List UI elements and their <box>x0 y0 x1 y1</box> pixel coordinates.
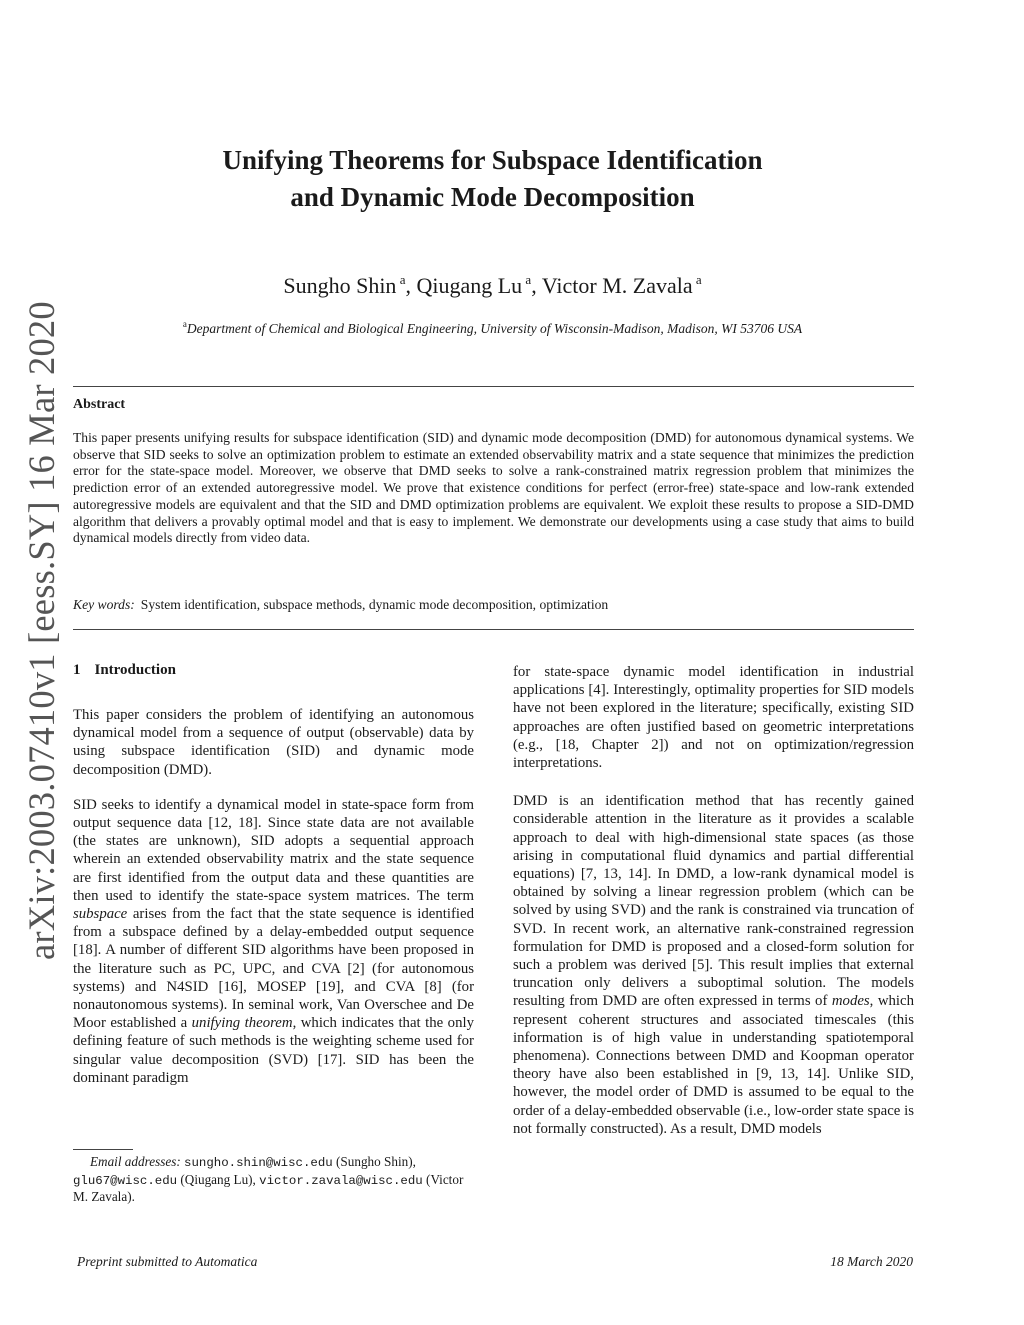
affiliation-mark: a <box>182 319 187 329</box>
author-list: Sungho Shin $^a$, Qiugang Lu $^a$, Victor M. Zavala $^a$ <box>283 272 702 298</box>
keywords-text: System identification, subspace methods, dynamic mode decomposition, optimization <box>140 597 609 612</box>
paper-title <box>0 142 985 216</box>
author-name: Sungho Shin <box>283 273 397 298</box>
right-paragraph-2: DMD is an identification method that has recently gained considerable attention in the literature as it provides a scalable approach to deal with high-dimensional state spaces (as those arising in computational fluid dynamics and partial differential equations) [7, 13, 14]. In DMD, a low-rank dynamical model is obtained by solving a linear regression problem (which can be solved by using SVD) and the rank is constrained via truncation of SVD. In recent work, an alternative rank-constrained regression formulation for DMD is proposed and a closed-form solution for such a problem was derived [5]. This result implies that external truncation only delivers a suboptimal solution. The models resulting from DMD are often expressed in terms of modes, which represent coherent structures and associated timescales (this information is of high value in understanding spatiotemporal phenomena). Connections between DMD and Koopman operator theory have also been established in [9, 13, 14]. Unlike SID, however, the model order of DMD is assumed to be equal to the order of a delay-embedded observable (i.e., low-order state space is not formally constructed). As a result, DMD models <box>513 793 915 1137</box>
right-column <box>513 663 914 1138</box>
footer-submission-note: Preprint submitted to Automatica <box>77 1254 258 1269</box>
abstract-text: This paper presents unifying results for subspace identification (SID) and dynamic mode decomposition (DMD) for autonomous dynamical systems. We observe that SID seeks to solve an optimization problem to estimate an extended observability matrix and a state sequence that minimizes the prediction error for the state-space model. Moreover, we observe that DMD seeks to solve a rank-constrained matrix regression problem that minimizes the prediction error of an extended autoregressive model. We prove that existence conditions for perfect (error-free) state-space and low-rank extended autoregressive models are equivalent and that the SID and DMD optimization problems are equivalent. We exploit these results to propose a SID-DMD algorithm that delivers a provably optimal model and that is easy to implement. We demonstrate our developments using a case study that aims to build dynamical models directly from video data. <box>73 430 914 546</box>
email-owner: (Sungho Shin), <box>336 1154 416 1169</box>
author-affil-mark: a <box>399 272 406 287</box>
footnote-rule <box>73 1149 133 1150</box>
arxiv-identifier: arXiv:2003.07410v1 [eess.SY] 16 Mar 2020 <box>21 301 62 960</box>
abstract-top-rule <box>73 386 914 387</box>
emphasis-subspace: subspace <box>73 906 128 923</box>
email-owner: (Victor M. Zavala). <box>73 1171 464 1204</box>
footnote-label: Email addresses: <box>90 1154 181 1169</box>
email-link[interactable]: glu67@wisc.edu <box>73 1173 178 1188</box>
abstract-bottom-rule <box>73 629 914 630</box>
author-name: Qiugang Lu <box>416 273 523 298</box>
email-link[interactable]: victor.zavala@wisc.edu <box>259 1173 423 1188</box>
right-paragraph-1: for state-space dynamic model identification in industrial applications [4]. Interestingly, optimality properties for SID models have not been explored in the literature; specifically, existing SID approaches are often justified based on geometric interpretations (e.g., [18, Chapter 2]) and not on optimization/regression interpretations. <box>513 664 914 772</box>
left-column <box>73 706 474 1087</box>
emphasis-unifying-theorem: unifying theorem <box>191 1015 293 1032</box>
abstract-heading: Abstract <box>73 397 126 412</box>
footer-date: 18 March 2020 <box>830 1254 913 1269</box>
author-affil-mark: a <box>695 272 702 287</box>
title-line-1: Unifying Theorems for Subspace Identification <box>222 145 763 175</box>
email-link[interactable]: sungho.shin@wisc.edu <box>184 1156 333 1170</box>
author-name: Victor M. Zavala <box>541 273 693 298</box>
affiliation <box>0 319 985 337</box>
section-title: Introduction <box>94 662 176 678</box>
left-paragraph-1: This paper considers the problem of identifying an autonomous dynamical model from a sequence of output (observable) data by using subspace identification (SID) and dynamic mode decomposition (DMD). <box>73 707 474 778</box>
section-heading <box>73 662 176 679</box>
left-paragraph-2: SID seeks to identify a dynamical model in state-space form from output sequence data [12, 18]. Since state data are not available (the states are unknown), SID adopts a sequential approach wherein an extended observability matrix and the state sequence are first identified from the output data and these quantities are then used to identify the state-space system matrices. The term subspace arises from the fact that the state sequence is identified from a subspace defined by a delay-embedded output sequence [18]. A number of different SID algorithms have been proposed in the literature such as PC, UPC, and CVA [2] (for autonomous systems) and N4SID [16], MOSEP [19], and CVA [8] (for nonautonomous systems). In seminal work, Van Overschee and De Moor established a unifying theorem, which indicates that the only defining feature of such methods is the weighting scheme used for singular value decomposition (SVD) [17]. SID has been the dominant paradigm <box>73 796 474 1086</box>
emphasis-modes: modes <box>831 993 870 1010</box>
title-line-2: and Dynamic Mode Decomposition <box>290 182 695 212</box>
email-owner: (Qiugang Lu), <box>180 1171 256 1187</box>
affiliation-text: Department of Chemical and Biological Engineering, University of Wisconsin-Madison, Madison, WI 53706 USA <box>186 321 803 336</box>
footnote-emails <box>73 1154 474 1206</box>
keywords <box>73 597 914 613</box>
section-number: 1 <box>73 662 81 678</box>
keywords-label: Key words: <box>73 597 135 612</box>
author-affil-mark: a <box>525 272 532 287</box>
